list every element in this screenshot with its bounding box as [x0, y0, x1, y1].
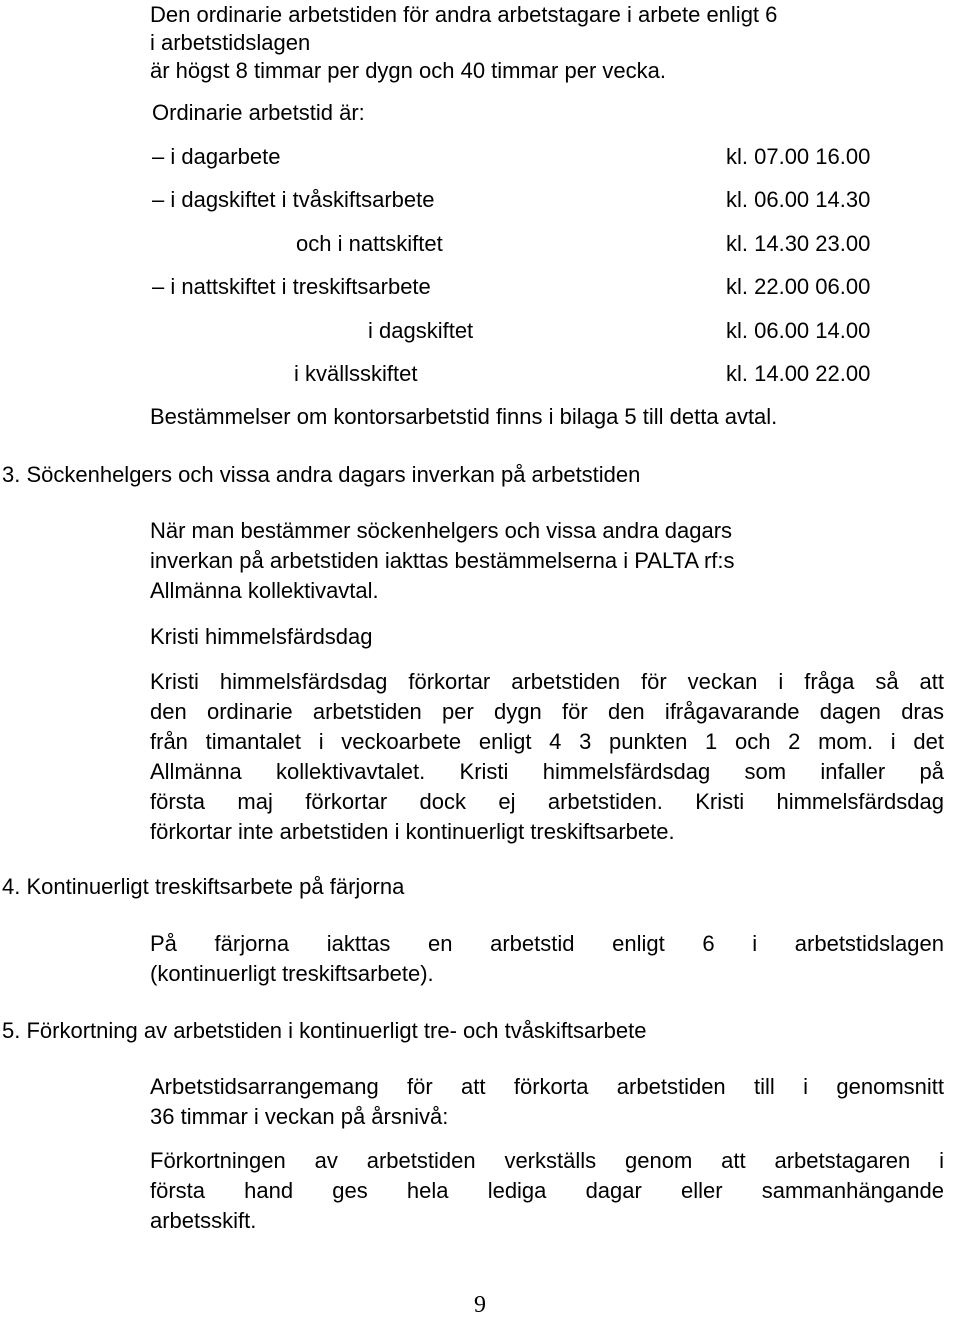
intro-line-2: i arbetstidslagen [150, 30, 311, 55]
section-3-paragraph-1 [150, 516, 876, 606]
section-3-heading: 3. Söckenhelgers och vissa andra dagars inverkan på arbetstiden [2, 462, 641, 487]
schedule-label: och i nattskiftet [296, 231, 443, 256]
section-5-paragraph-1 [150, 1072, 944, 1132]
paragraph-line: den ordinarie arbetstiden per dygn för den ifrågavarande dagen dras [150, 699, 944, 724]
section-4-paragraph [150, 929, 944, 989]
paragraph-line: (kontinuerligt treskiftsarbete). [150, 961, 434, 986]
paragraph-line: första hand ges hela lediga dagar eller sammanhängande [150, 1178, 944, 1203]
intro-line-1: Den ordinarie arbetstiden för andra arbetstagare i arbete enligt 6 [150, 2, 778, 27]
schedule-time: kl. 07.00 16.00 [726, 144, 871, 169]
paragraph-line: inverkan på arbetstiden iakttas bestämmelserna i PALTA rf:s [150, 548, 735, 573]
paragraph-line: När man bestämmer söckenhelgers och vissa andra dagars [150, 518, 733, 543]
schedule-label: – i dagskiftet i tvåskiftsarbete [152, 187, 435, 212]
bestammelser-note: Bestämmelser om kontorsarbetstid finns i bilaga 5 till detta avtal. [150, 404, 778, 429]
paragraph-line: På färjorna iakttas en arbetstid enligt 6 i arbetstidslagen [150, 931, 944, 956]
paragraph-line: 36 timmar i veckan på årsnivå: [150, 1104, 449, 1129]
schedule-time: kl. 14.00 22.00 [726, 361, 871, 386]
schedule-label: – i dagarbete [152, 144, 281, 169]
ordinarie-label: Ordinarie arbetstid är: [152, 100, 365, 125]
schedule-time: kl. 06.00 14.00 [726, 318, 871, 343]
schedule-time: kl. 06.00 14.30 [726, 187, 871, 212]
schedule-label: i kvällsskiftet [294, 361, 418, 386]
schedule-label: i dagskiftet [368, 318, 474, 343]
paragraph-line: förkortar inte arbetstiden i kontinuerligt treskiftsarbete. [150, 819, 675, 844]
page-number: 9 [474, 1292, 486, 1318]
section-5-paragraph-2 [150, 1146, 944, 1236]
paragraph-line: från timantalet i veckoarbete enligt 4 3 punkten 1 och 2 mom. i det [150, 729, 944, 754]
paragraph-line: Allmänna kollektivavtalet. Kristi himmelsfärdsdag som infaller på [150, 759, 944, 784]
schedule-label: – i nattskiftet i treskiftsarbete [152, 274, 431, 299]
paragraph-line: Arbetstidsarrangemang för att förkorta arbetstiden till i genomsnitt [150, 1074, 944, 1099]
paragraph-line: Allmänna kollektivavtal. [150, 578, 379, 603]
section-3-paragraph-2 [150, 667, 944, 847]
schedule-time: kl. 14.30 23.00 [726, 231, 871, 256]
paragraph-line: Förkortningen av arbetstiden verkställs genom att arbetstagaren i [150, 1148, 944, 1173]
section-4-heading: 4. Kontinuerligt treskiftsarbete på färjorna [2, 874, 405, 899]
paragraph-line: första maj förkortar dock ej arbetstiden. Kristi himmelsfärdsdag [150, 789, 944, 814]
schedule-time: kl. 22.00 06.00 [726, 274, 871, 299]
paragraph-line: Kristi himmelsfärdsdag förkortar arbetstiden för veckan i fråga så att [150, 669, 944, 694]
section-5-heading: 5. Förkortning av arbetstiden i kontinuerligt tre- och tvåskiftsarbete [2, 1018, 647, 1043]
section-3-subheading: Kristi himmelsfärdsdag [150, 624, 373, 649]
paragraph-line: arbetsskift. [150, 1208, 257, 1233]
intro-line-3: är högst 8 timmar per dygn och 40 timmar per vecka. [150, 58, 666, 83]
